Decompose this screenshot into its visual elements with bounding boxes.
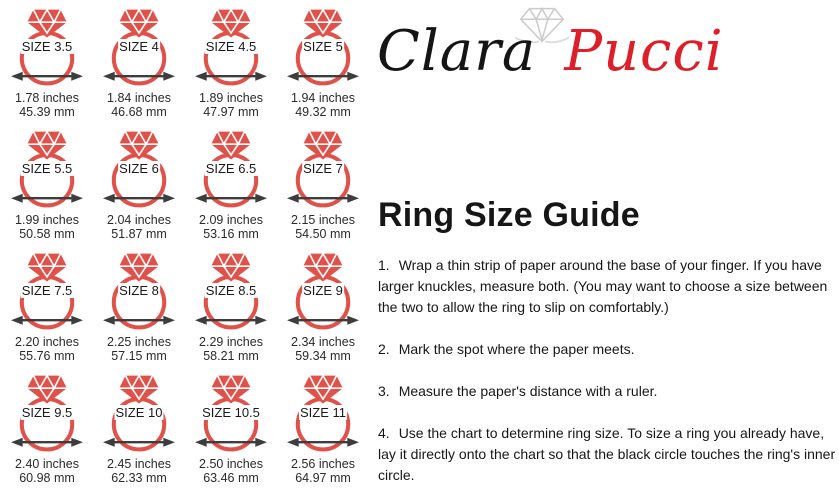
ring-measurement xyxy=(185,91,277,119)
diameter-arrow-icon xyxy=(287,316,359,325)
ring-inches-value: 1.94 inches xyxy=(291,91,355,105)
ring-inches-value: 2.04 inches xyxy=(107,213,171,227)
ring-size-cell xyxy=(277,6,369,119)
ring-inches-value: 1.78 inches xyxy=(15,91,79,105)
ring-mm-value: 60.98 mm xyxy=(19,471,75,485)
diamond-icon xyxy=(119,10,159,38)
instruction-item-4 xyxy=(378,423,839,486)
ring-size-cell xyxy=(185,250,277,363)
ring-size-label: SIZE 8 xyxy=(119,283,159,298)
ring-measurement xyxy=(277,335,369,363)
instruction-text: Mark the spot where the paper meets. xyxy=(398,341,635,357)
ring-measurement xyxy=(277,91,369,119)
ring-measurement xyxy=(1,457,93,485)
ring-size-cell xyxy=(93,372,185,485)
instruction-text: Wrap a thin strip of paper around the base of your finger. If you have larger knuckles, measure both. (You may want to choose a size between the two to allow the ring to slip on comfortably.) xyxy=(378,257,828,315)
ring-size-cell xyxy=(277,250,369,363)
instruction-number: 3. xyxy=(378,383,390,399)
ring-size-cell xyxy=(93,6,185,119)
ring-icon xyxy=(186,128,276,209)
diamond-icon xyxy=(303,132,343,160)
ring-mm-value: 49.32 mm xyxy=(295,105,351,119)
ring-size-label: SIZE 4.5 xyxy=(205,39,257,54)
ring-measurement xyxy=(93,213,185,241)
ring-inches-value: 2.25 inches xyxy=(107,335,171,349)
diamond-icon xyxy=(119,132,159,160)
diameter-arrow-icon xyxy=(287,438,359,447)
brand-name xyxy=(377,19,724,84)
ring-icon xyxy=(94,250,184,331)
ring-inches-value: 2.50 inches xyxy=(199,457,263,471)
diamond-icon xyxy=(211,10,251,38)
ring-measurement xyxy=(93,335,185,363)
diameter-arrow-icon xyxy=(195,316,267,325)
ring-size-label: SIZE 5 xyxy=(303,39,343,54)
diameter-arrow-icon xyxy=(103,316,175,325)
ring-icon xyxy=(278,128,368,209)
ring-inches-value: 2.45 inches xyxy=(107,457,171,471)
ring-size-label: SIZE 6 xyxy=(119,161,159,176)
diamond-icon xyxy=(119,254,159,282)
ring-size-cell xyxy=(277,372,369,485)
ring-size-cell xyxy=(1,250,93,363)
ring-size-label: SIZE 4 xyxy=(119,39,159,54)
ring-size-label: SIZE 10.5 xyxy=(202,405,260,420)
diameter-arrow-icon xyxy=(11,72,83,81)
ring-size-label: SIZE 3.5 xyxy=(21,39,73,54)
ring-icon xyxy=(278,6,368,87)
instructions-section xyxy=(378,255,839,501)
ring-size-cell xyxy=(1,6,93,119)
ring-size-label: SIZE 7.5 xyxy=(21,283,73,298)
instruction-text: Use the chart to determine ring size. To size a ring you already have, lay it directly onto the chart so that the black circle touches the ring's inner circle. xyxy=(378,425,836,483)
ring-inches-value: 2.20 inches xyxy=(15,335,79,349)
diameter-arrow-icon xyxy=(195,72,267,81)
ring-icon xyxy=(278,372,368,453)
ring-inches-value: 2.29 inches xyxy=(199,335,263,349)
ring-mm-value: 46.68 mm xyxy=(111,105,167,119)
diamond-icon xyxy=(27,254,67,282)
ring-size-label: SIZE 6.5 xyxy=(205,161,257,176)
diamond-icon xyxy=(211,132,251,160)
ring-measurement xyxy=(277,457,369,485)
ring-size-cell xyxy=(185,128,277,241)
ring-size-cell xyxy=(277,128,369,241)
ring-measurement xyxy=(185,457,277,485)
ring-inches-value: 1.99 inches xyxy=(15,213,79,227)
ring-mm-value: 63.46 mm xyxy=(203,471,259,485)
instruction-item-3 xyxy=(378,381,839,402)
instruction-number: 4. xyxy=(378,425,390,441)
ring-size-label: SIZE 5.5 xyxy=(21,161,73,176)
ring-size-cell xyxy=(1,372,93,485)
ring-inches-value: 2.34 inches xyxy=(291,335,355,349)
diamond-icon xyxy=(303,10,343,38)
ring-icon xyxy=(2,6,92,87)
ring-size-grid xyxy=(1,6,371,485)
ring-measurement xyxy=(1,335,93,363)
ring-icon xyxy=(94,372,184,453)
diameter-arrow-icon xyxy=(103,194,175,203)
diamond-icon xyxy=(119,376,159,404)
ring-icon xyxy=(2,250,92,331)
diamond-icon xyxy=(303,376,343,404)
diameter-arrow-icon xyxy=(287,194,359,203)
ring-mm-value: 51.87 mm xyxy=(111,227,167,241)
ring-inches-value: 1.89 inches xyxy=(199,91,263,105)
ring-icon xyxy=(2,128,92,209)
diameter-arrow-icon xyxy=(195,438,267,447)
diameter-arrow-icon xyxy=(103,438,175,447)
ring-measurement xyxy=(277,213,369,241)
ring-inches-value: 2.56 inches xyxy=(291,457,355,471)
ring-mm-value: 50.58 mm xyxy=(19,227,75,241)
diameter-arrow-icon xyxy=(11,316,83,325)
diamond-icon xyxy=(27,132,67,160)
ring-mm-value: 53.16 mm xyxy=(203,227,259,241)
ring-mm-value: 47.97 mm xyxy=(203,105,259,119)
ring-measurement xyxy=(1,91,93,119)
instruction-item-2 xyxy=(378,339,839,360)
instruction-number: 2. xyxy=(378,341,390,357)
ring-mm-value: 55.76 mm xyxy=(19,349,75,363)
ring-mm-value: 57.15 mm xyxy=(111,349,167,363)
ring-size-label: SIZE 9.5 xyxy=(21,405,73,420)
ring-measurement xyxy=(93,91,185,119)
brand-name-first: Clara xyxy=(377,19,537,84)
page-title: Ring Size Guide xyxy=(378,196,640,234)
diameter-arrow-icon xyxy=(11,194,83,203)
ring-size-label: SIZE 9 xyxy=(303,283,343,298)
ring-size-label: SIZE 8.5 xyxy=(205,283,257,298)
diameter-arrow-icon xyxy=(11,438,83,447)
ring-mm-value: 54.50 mm xyxy=(295,227,351,241)
ring-size-cell xyxy=(93,250,185,363)
diameter-arrow-icon xyxy=(287,72,359,81)
diamond-icon xyxy=(27,376,67,404)
diamond-icon xyxy=(303,254,343,282)
ring-icon xyxy=(94,128,184,209)
ring-mm-value: 58.21 mm xyxy=(203,349,259,363)
ring-measurement xyxy=(185,335,277,363)
ring-icon xyxy=(186,6,276,87)
instruction-number: 1. xyxy=(378,257,390,273)
ring-size-label: SIZE 10 xyxy=(115,405,163,420)
ring-icon xyxy=(186,250,276,331)
ring-mm-value: 45.39 mm xyxy=(19,105,75,119)
ring-mm-value: 62.33 mm xyxy=(111,471,167,485)
ring-measurement xyxy=(93,457,185,485)
ring-mm-value: 59.34 mm xyxy=(295,349,351,363)
ring-mm-value: 64.97 mm xyxy=(295,471,351,485)
ring-size-cell xyxy=(1,128,93,241)
diamond-icon xyxy=(211,376,251,404)
ring-inches-value: 2.15 inches xyxy=(291,213,355,227)
ring-icon xyxy=(278,250,368,331)
brand-name-second: Pucci xyxy=(564,19,724,84)
ring-size-cell xyxy=(185,6,277,119)
ring-size-cell xyxy=(93,128,185,241)
instruction-item-1 xyxy=(378,255,839,318)
ring-inches-value: 1.84 inches xyxy=(107,91,171,105)
diameter-arrow-icon xyxy=(103,72,175,81)
diamond-icon xyxy=(211,254,251,282)
ring-icon xyxy=(94,6,184,87)
brand-logo xyxy=(375,0,837,115)
instruction-text: Measure the paper's distance with a ruler. xyxy=(398,383,658,399)
ring-inches-value: 2.09 inches xyxy=(199,213,263,227)
diamond-icon xyxy=(27,10,67,38)
ring-size-label: SIZE 7 xyxy=(303,161,343,176)
ring-icon xyxy=(2,372,92,453)
ring-size-cell xyxy=(185,372,277,485)
ring-size-label: SIZE 11 xyxy=(299,405,347,420)
ring-inches-value: 2.40 inches xyxy=(15,457,79,471)
diameter-arrow-icon xyxy=(195,194,267,203)
ring-icon xyxy=(186,372,276,453)
ring-measurement xyxy=(1,213,93,241)
ring-measurement xyxy=(185,213,277,241)
